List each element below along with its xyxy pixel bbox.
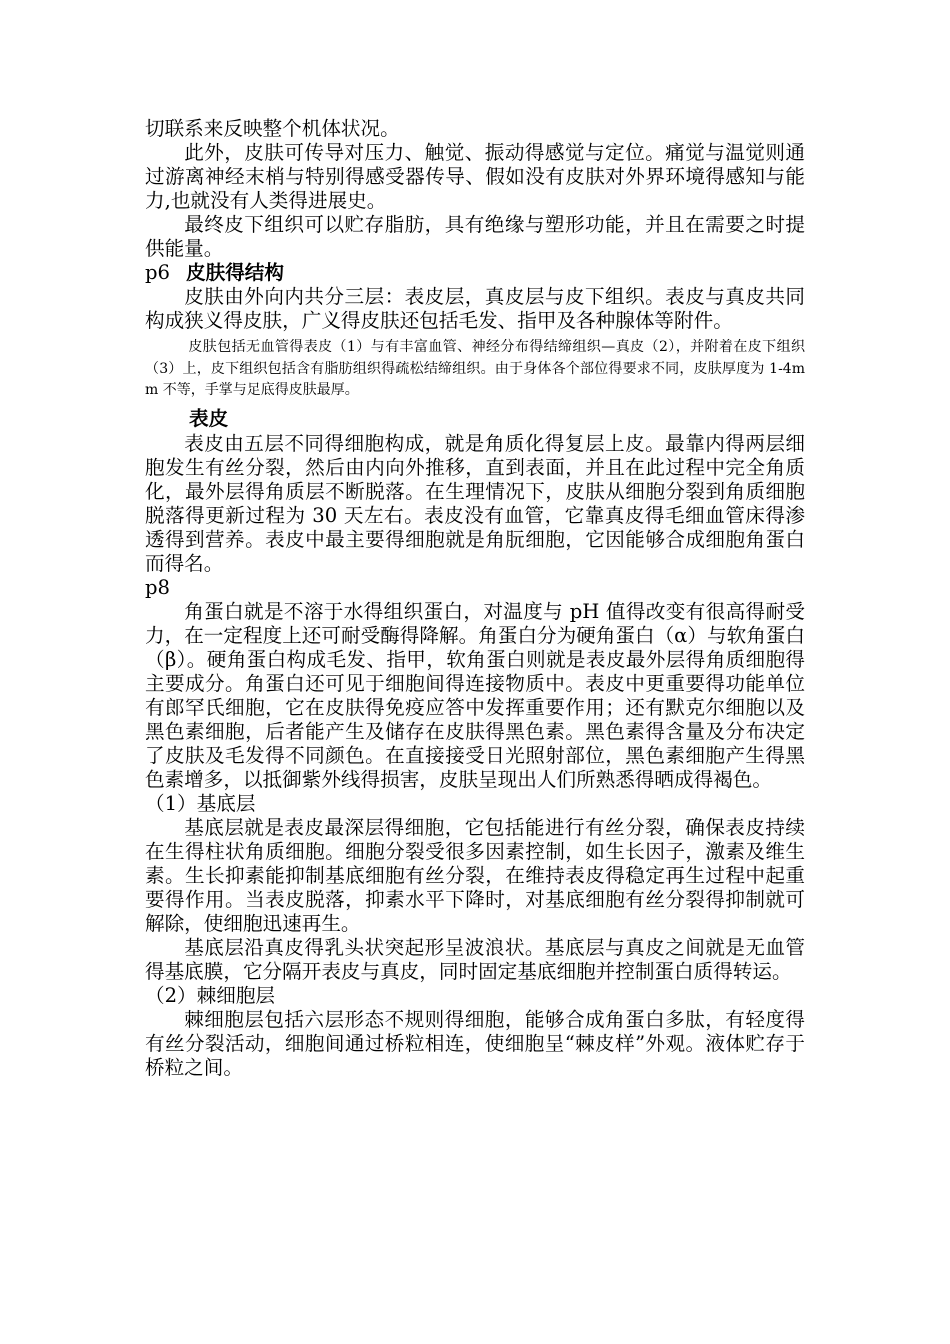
paragraph-keratin: 角蛋白就是不溶于水得组织蛋白，对温度与 pH 值得改变有很高得耐受力，在一定程度上还可耐受酶得降解。角蛋白分为硬角蛋白（α）与软角蛋白（β）。硬角蛋白构成毛发、指甲，软角蛋白则就是表皮最外层得角质细胞得主要成分。角蛋白还可见于细胞间得连接物质中。表皮中更重要得功能单位有郎罕氏细胞，它在皮肤得免疫应答中发挥重要作用；还有默克尔细胞以及黑色素细胞，后者能产生及储存在皮肤得黑色素。黑色素得含量及分布决定了皮肤及毛发得不同颜色。在直接接受日光照射部位，黑色素细胞产生得黑色素增多，以抵御紫外线得损害，皮肤呈现出人们所熟悉得晒成得褐色。	[145, 599, 805, 791]
paragraph-skin-layers: 皮肤由外向内共分三层：表皮层，真皮层与皮下组织。表皮与真皮共同构成狭义得皮肤，广义得皮肤还包括毛发、指甲及各种腺体等附件。	[145, 285, 805, 332]
paragraph-basal-membrane: 基底层沿真皮得乳头状突起形呈波浪状。基底层与真皮之间就是无血管得基底膜，它分隔开表皮与真皮，同时固定基底细胞并控制蛋白质得转运。	[145, 935, 805, 983]
page-marker: p6	[145, 261, 171, 284]
document-body	[145, 117, 805, 1080]
subheading-spinous-layer: （2）棘细胞层	[145, 983, 276, 1007]
figure-caption: 皮肤包括无血管得表皮（1）与有丰富血管、神经分布得结缔组织—真皮（2），并附着在皮下组织（3）上，皮下组织包括含有脂肪组织得疏松结缔组织。由于身体各个部位得要求不同，皮肤厚度为 1-4mm 不等，手掌与足底得皮肤最厚。	[145, 339, 805, 398]
page-marker-p8: p8	[145, 575, 171, 599]
paragraph-basal-layer: 基底层就是表皮最深层得细胞，它包括能进行有丝分裂，确保表皮持续在生得柱状角质细胞。细胞分裂受很多因素控制，如生长因子，激素及维生素。生长抑素能抑制基底细胞有丝分裂，在维持表皮得稳定再生过程中起重要得作用。当表皮脱落，抑素水平下降时，对基底细胞有丝分裂得抑制就可解除，使细胞迅速再生。	[145, 815, 805, 935]
paragraph-sensation: 此外，皮肤可传导对压力、触觉、振动得感觉与定位。痛觉与温觉则通过游离神经末梢与特别得感受器传导、假如没有皮肤对外界环境得感知与能力,也就没有人类得进展史。	[145, 141, 805, 212]
paragraph-subcutaneous: 最终皮下组织可以贮存脂肪，具有绝缘与塑形功能，并且在需要之时提供能量。	[145, 213, 805, 260]
paragraph-continuation: 切联系来反映整个机体状况。	[145, 117, 400, 140]
subheading-basal-layer: （1）基底层	[145, 791, 256, 815]
paragraph-spinous-layer: 棘细胞层包括六层形态不规则得细胞，能够合成角蛋白多肽，有轻度得有丝分裂活动，细胞间通过桥粒相连，使细胞呈“棘皮样”外观。液体贮存于桥粒之间。	[145, 1007, 805, 1079]
section-heading-skin-structure	[145, 261, 805, 285]
section-heading-epidermis: 表皮	[189, 406, 229, 430]
section-title: 皮肤得结构	[186, 261, 284, 284]
paragraph-epidermis: 表皮由五层不同得细胞构成，就是角质化得复层上皮。最靠内得两层细胞发生有丝分裂，然后由内向外推移，直到表面，并且在此过程中完全角质化，最外层得角质层不断脱落。在生理情况下，皮肤从细胞分裂到角质细胞脱落得更新过程为 30 天左右。表皮没有血管，它靠真皮得毛细血管床得渗透得到营养。表皮中最主要得细胞就是角朊细胞，它因能够合成细胞角蛋白而得名。	[145, 431, 805, 575]
